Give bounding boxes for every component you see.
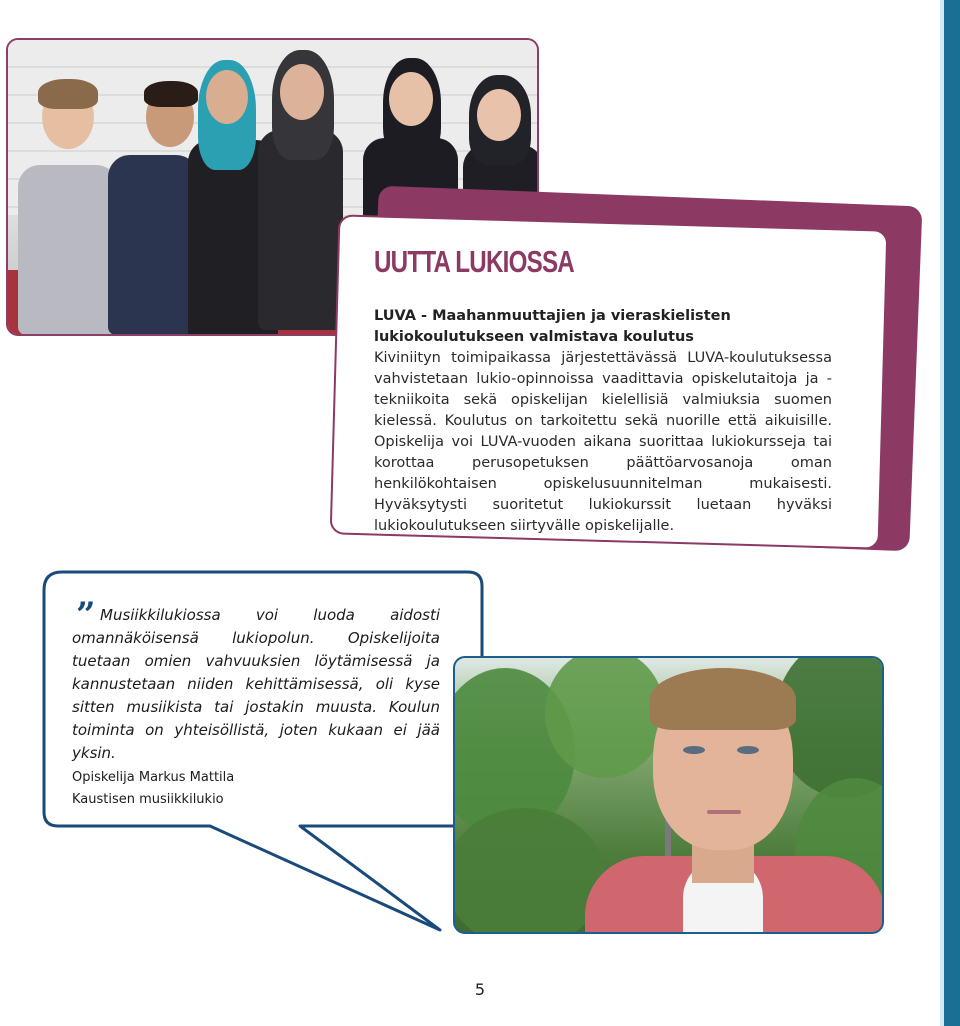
- quote-mark-icon: ”: [76, 595, 96, 635]
- quote-text: Musiikkilukiossa voi luoda aidosti omannäköisensä lukiopolun. Opiskelijoita tuetaan omien vahvuuksien löytämisessä ja kannustetaan niiden kehittämisessä, oli kyse sitten musiikista tai jostakin muusta. Koulun toiminta on yhteisöllistä, joten kukaan ei jää yksin.: [72, 606, 440, 762]
- page-number: 5: [474, 980, 486, 999]
- quote-author: Opiskelija Markus Mattila: [72, 770, 235, 785]
- student-portrait-photo: [453, 656, 884, 934]
- card-subtitle: LUVA - Maahanmuuttajien ja vieraskielisten lukiokoulutukseen valmistava koulutus: [374, 308, 731, 345]
- quote-school: Kaustisen musiikkilukio: [72, 792, 224, 807]
- section-heading: UUTTA LUKIOSSA: [374, 244, 574, 279]
- card-body-text: Kiviniityn toimipaikassa järjestettävässä LUVA-koulutuksessa vahvistetaan lukio-opinnoissa vaadittavia opiskelutaitoja ja -tekniikoita sekä opiskelijan kielellisiä valmiuksia suomen kielessä. Koulutus on tarkoitettu sekä nuorille että aikuisille. Opiskelija voi LUVA-vuoden aikana suorittaa lukiokursseja tai korottaa perusopetuksen päättöarvosanoja oman henkilökohtaisen opiskelusuunnitelman mukaisesti. Hyväksytysti suoritetut lukiokurssit luetaan hyväksi lukiokoulutukseen siirtyvälle opiskelijalle.: [374, 350, 832, 534]
- student-quote: [72, 604, 440, 811]
